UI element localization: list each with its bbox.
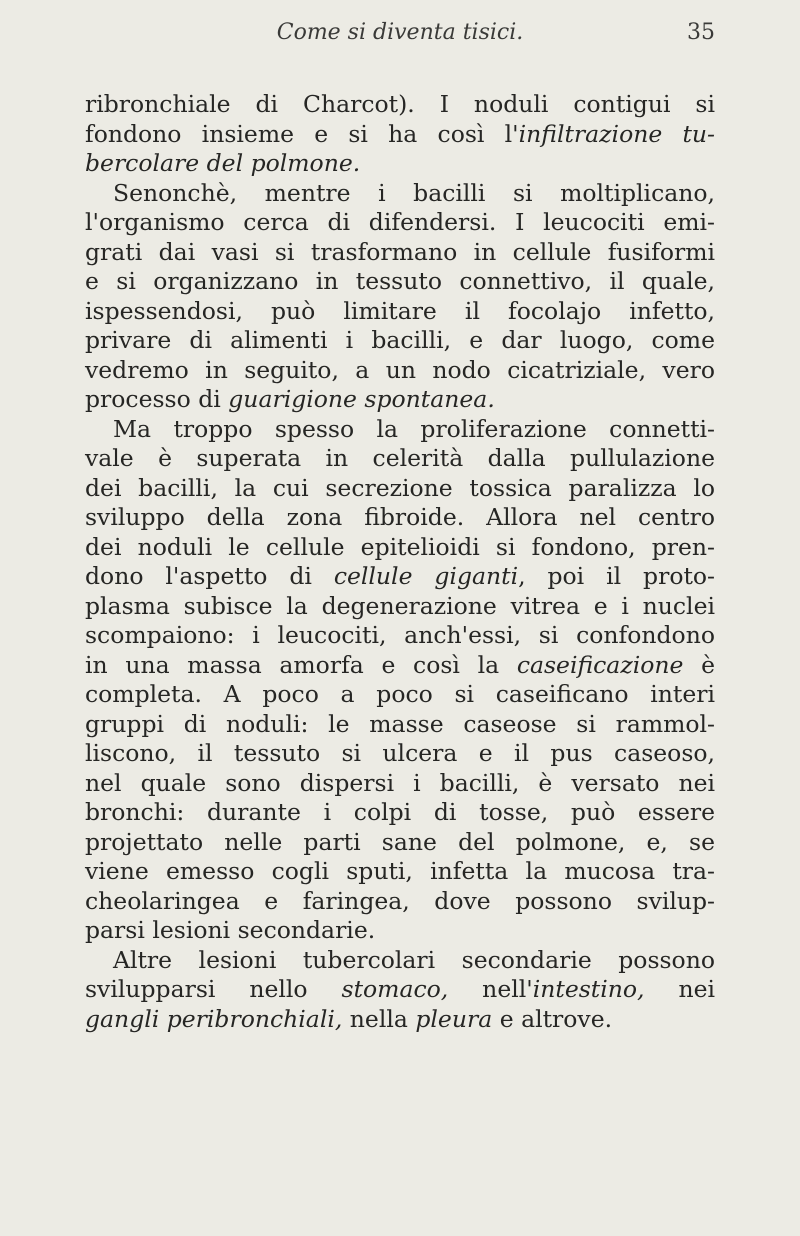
- text-line: [85, 857, 715, 887]
- text-run: cheolaringea e faringea, dove possono svilup-: [85, 886, 715, 915]
- text-run: nella: [342, 1004, 416, 1033]
- text-line: [85, 503, 715, 533]
- text-run: nei: [644, 975, 716, 1003]
- italic-text: infiltrazione tu-: [518, 119, 716, 148]
- text-line: [85, 562, 715, 592]
- text-run: gruppi di noduli: le masse caseose si rammol-: [85, 709, 715, 738]
- running-title: Come si diventa tisici.: [276, 20, 524, 45]
- text-line: [85, 592, 715, 622]
- text-line: [85, 267, 715, 297]
- text-run: ribronchiale di Charcot). I noduli contigui si: [85, 90, 715, 118]
- text-run: Senonchè, mentre i bacilli si moltiplicano,: [113, 178, 715, 207]
- text-run: l'organismo cerca di difendersi. I leucociti emi-: [85, 208, 715, 236]
- text-line: [85, 179, 715, 209]
- text-run: fondono insieme e si ha così l': [85, 119, 519, 148]
- text-run: dono l'aspetto di: [85, 562, 334, 590]
- text-run: e altrove.: [492, 1004, 613, 1033]
- text-run: in una massa amorfa e così la: [85, 650, 517, 679]
- text-line: [85, 975, 715, 1005]
- text-line: [85, 739, 715, 769]
- body-text: [85, 90, 715, 1034]
- italic-text: guarigione spontanea.: [228, 385, 495, 413]
- text-run: svilupparsi nello: [85, 975, 342, 1003]
- text-line: [85, 769, 715, 799]
- text-line: [85, 356, 715, 386]
- text-run: privare di alimenti i bacilli, e dar luogo, come: [85, 326, 715, 354]
- text-line: [85, 946, 715, 976]
- text-line: [85, 474, 715, 504]
- text-line: [85, 916, 715, 946]
- italic-text: caseificazione: [516, 650, 684, 679]
- text-line: [85, 208, 715, 238]
- text-run: vedremo in seguito, a un nodo cicatriziale, vero: [85, 355, 715, 384]
- text-run: e si organizzano in tessuto connettivo, il quale,: [85, 267, 715, 295]
- italic-text: gangli peribronchiali,: [85, 1004, 343, 1033]
- page-number: 35: [687, 20, 715, 45]
- text-line: [85, 149, 715, 179]
- text-run: dei noduli le cellule epitelioidi si fondono, pren-: [85, 532, 715, 561]
- text-line: [85, 297, 715, 327]
- italic-text: intestino,: [532, 975, 645, 1003]
- text-run: Altre lesioni tubercolari secondarie possono: [113, 945, 715, 974]
- text-run: dei bacilli, la cui secrezione tossica paralizza lo: [85, 473, 715, 502]
- text-line: [85, 326, 715, 356]
- text-line: [85, 828, 715, 858]
- text-run: grati dai vasi si trasformano in cellule fusiformi: [85, 237, 715, 266]
- text-run: nel quale sono dispersi i bacilli, è versato nei: [85, 768, 715, 797]
- text-line: [85, 90, 715, 120]
- text-run: viene emesso cogli sputi, infetta la mucosa tra-: [85, 857, 715, 885]
- text-run: vale è superata in celerità dalla pullulazione: [85, 444, 715, 472]
- text-run: scompaiono: i leucociti, anch'essi, si confondono: [85, 621, 715, 649]
- text-line: [85, 385, 715, 415]
- text-line: [85, 238, 715, 268]
- italic-text: bercolare del polmone.: [85, 149, 361, 177]
- text-line: [85, 651, 715, 681]
- text-run: sviluppo della zona fibroide. Allora nel centro: [85, 503, 715, 531]
- text-run: nell': [448, 975, 533, 1003]
- text-run: Ma troppo spesso la proliferazione connetti-: [113, 414, 715, 443]
- text-line: [85, 887, 715, 917]
- text-line: [85, 533, 715, 563]
- running-header: [85, 20, 715, 54]
- text-run: processo di: [85, 385, 229, 413]
- italic-text: stomaco,: [341, 975, 449, 1003]
- text-line: [85, 798, 715, 828]
- text-run: liscono, il tessuto si ulcera e il pus caseoso,: [85, 739, 715, 767]
- text-line: [85, 680, 715, 710]
- text-run: bronchi: durante i colpi di tosse, può essere: [85, 798, 715, 826]
- text-run: completa. A poco a poco si caseificano interi: [85, 680, 715, 708]
- text-run: ispessendosi, può limitare il focolajo infetto,: [85, 296, 715, 325]
- text-line: [85, 120, 715, 150]
- text-line: [85, 415, 715, 445]
- text-line: [85, 1005, 715, 1035]
- text-line: [85, 710, 715, 740]
- text-run: plasma subisce la degenerazione vitrea e i nuclei: [85, 591, 715, 620]
- text-line: [85, 621, 715, 651]
- text-run: è: [683, 650, 715, 679]
- text-line: [85, 444, 715, 474]
- italic-text: cellule giganti: [333, 562, 519, 590]
- text-run: projettato nelle parti sane del polmone, e, se: [85, 827, 715, 856]
- text-run: , poi il proto-: [518, 562, 715, 590]
- text-run: parsi lesioni secondarie.: [85, 916, 376, 944]
- italic-text: pleura: [415, 1004, 493, 1033]
